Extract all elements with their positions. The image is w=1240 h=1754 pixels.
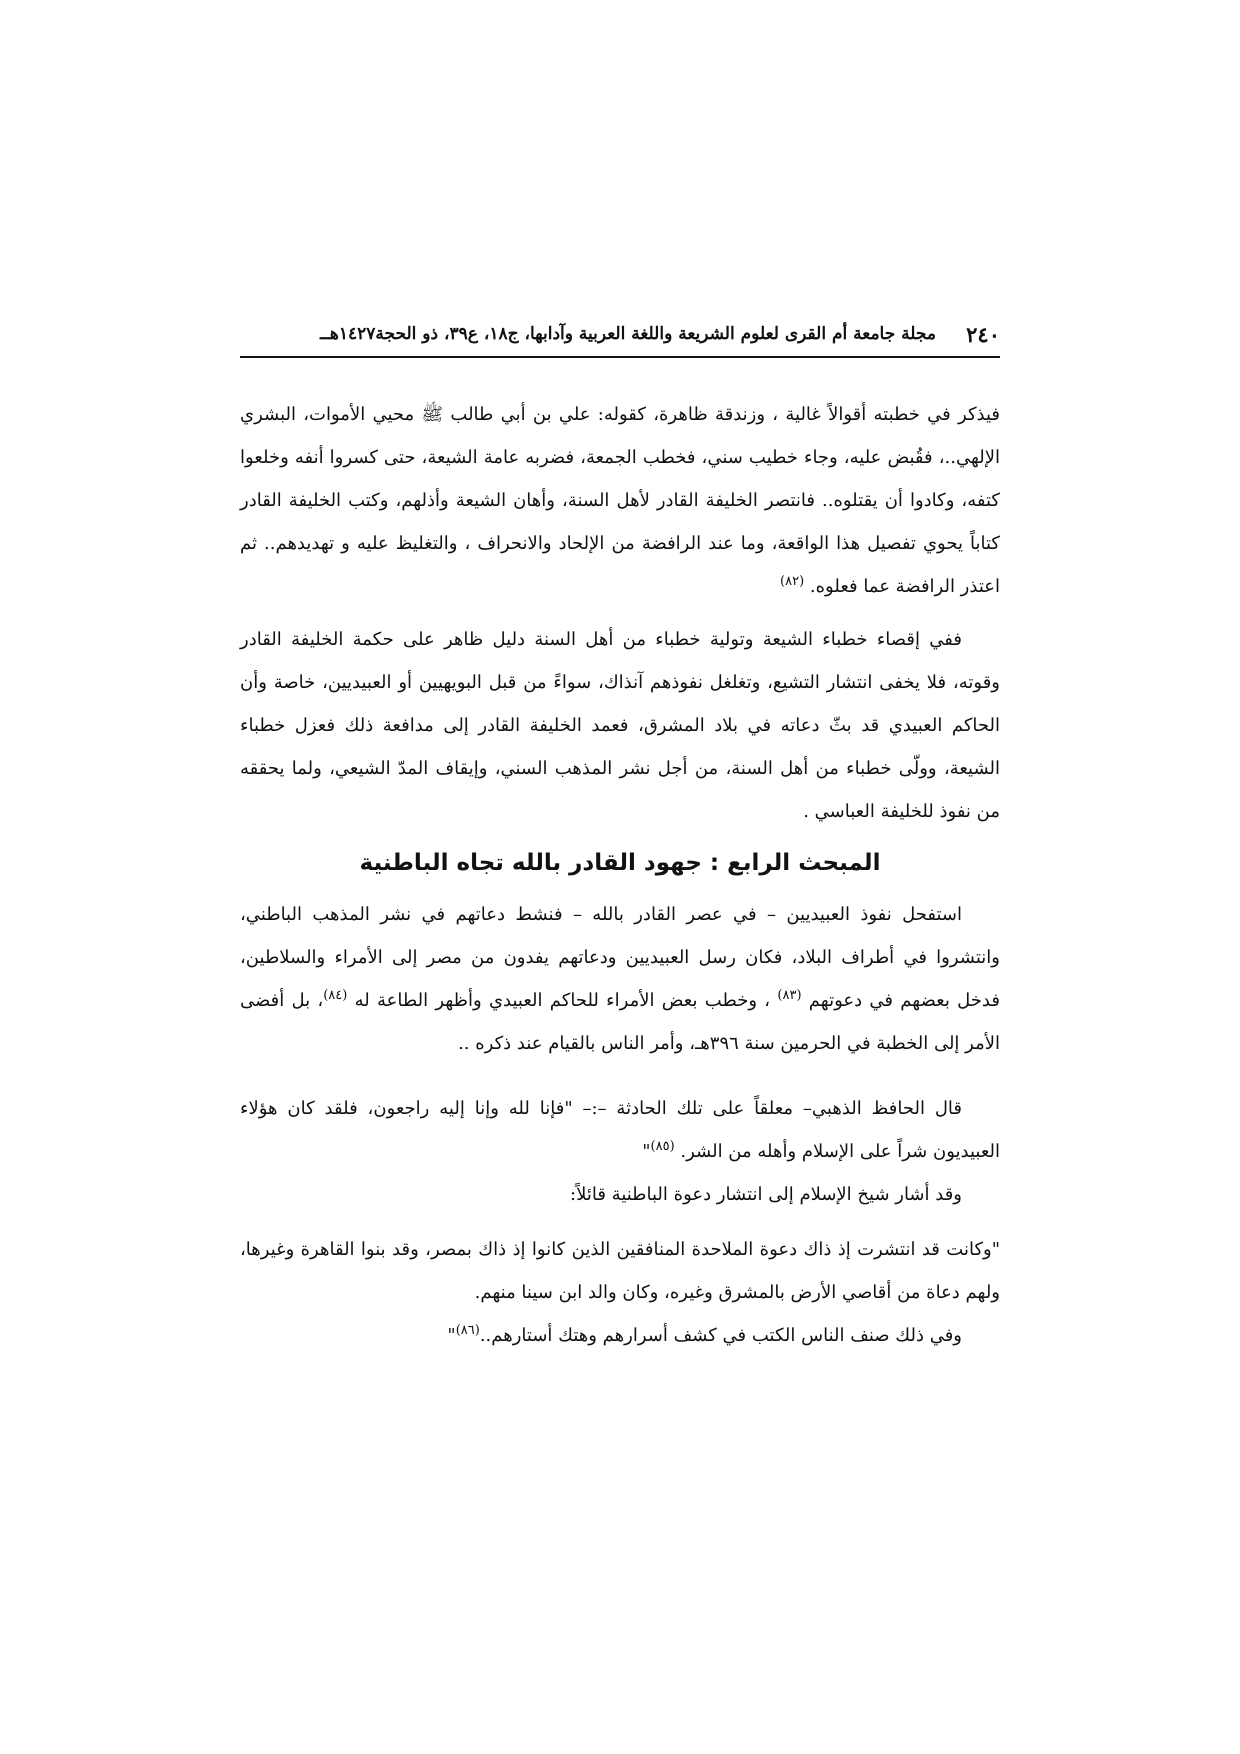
quote-end-mark: " (642, 1141, 651, 1162)
paragraph-3 (240, 893, 1000, 1065)
spacer (240, 883, 1000, 893)
journal-title: مجلة جامعة أم القرى لعلوم الشريعة واللغة العربية وآدابها، ج١٨، ع٣٩، ذو الحجة١٤٢٧هــ (319, 324, 936, 344)
paragraph-text: استفحل نفوذ العبيديين – في عصر القادر بالله – فنشط دعاتهم في نشر المذهب الباطني، وانتشروا في أطراف البلاد، فكان رسل العبيديين ودعاتهم يفدون من مصر إلى الأمراء والسلاطين، فدخل بعضهم في دعوتهم (240, 904, 1000, 1011)
paragraph-text: ، بل أفضى الأمر إلى الخطبة في الحرمين سنة ٣٩٦هـ، وأمر الناس بالقيام عند ذكره .. (240, 990, 1000, 1054)
paragraph-2: ففي إقصاء خطباء الشيعة وتولية خطباء من أهل السنة دليل ظاهر على حكمة الخليفة القادر وقوته، فلا يخفى انتشار التشيع، وتغلغل نفوذهم آنذاك، سواءً من قبل البويهيين أو العبيديين، خاصة وأن الحاكم العبيدي قد بثّ دعاته في بلاد المشرق، فعمد الخليفة القادر إلى مدافعة ذلك فعزل خطباء الشيعة، وولّى خطباء من أهل السنة، من أجل نشر المذهب السني، وإيقاف المدّ الشيعي، ولما يحققه من نفوذ للخليفة العباسي . (240, 629, 1000, 822)
spacer (240, 608, 1000, 618)
paragraph-7 (240, 1314, 1000, 1357)
running-header (240, 316, 1000, 358)
footnote-ref: (٨٣) (777, 988, 802, 1003)
paragraph-1 (240, 393, 1000, 608)
footnote-ref: (٨٢) (780, 574, 805, 589)
paragraph-4 (240, 1087, 1000, 1173)
spacer (240, 833, 1000, 843)
paragraph-text: ، وخطب بعض الأمراء للحاكم العبيدي وأظهر الطاعة له (354, 990, 771, 1011)
quote-text: قال الحافظ الذهبي– معلقاً على تلك الحادثة –:– "فإنا لله وإنا إليه راجعون، فلقد كان هؤلاء العبيديون شراً على الإسلام وأهله من الشر. (240, 1098, 1000, 1162)
footnote-ref: (٨٤) (323, 988, 348, 1003)
page-number: ٢٤٠ (966, 322, 1000, 347)
spacer (240, 1216, 1000, 1228)
section-heading: المبحث الرابع : جهود القادر بالله تجاه الباطنية (359, 850, 881, 876)
footnote-ref: (٨٥) (650, 1139, 675, 1154)
paragraph-6: "وكانت قد انتشرت إذ ذاك دعوة الملاحدة المنافقين الذين كانوا إذ ذاك بمصر، وقد بنوا القاهرة وغيرها، ولهم دعاة من أقاصي الأرض بالمشرق وغيره، وكان والد ابن سينا منهم. (240, 1239, 1000, 1303)
footnote-ref: (٨٦) (455, 1323, 480, 1338)
paragraph-text: فيذكر في خطبته أقوالاً غالية ، وزندقة ظاهرة، كقوله: علي بن أبي طالب ﷺ محيي الأموات، البشري الإلهي..، فقُبض عليه، وجاء خطيب سني، فخطب الجمعة، فضربه عامة الشيعة، حتى كسروا أنفه وخلعوا كتفه، وكادوا أن يقتلوه.. فانتصر الخليفة القادر لأهل السنة، وأهان الشيعة وأذلهم، وكتب الخليفة القادر كتاباً يحوي تفصيل هذا الواقعة، وما عند الرافضة من الإلحاد والانحراف ، والتغليظ عليه و تهديدهم.. ثم اعتذر الرافضة عما فعلوه. (240, 404, 1000, 597)
quote-end-mark: " (447, 1325, 456, 1346)
body-text (240, 393, 1000, 1357)
paragraph-5: وقد أشار شيخ الإسلام إلى انتشار دعوة الباطنية قائلاً: (570, 1184, 962, 1205)
spacer (240, 1065, 1000, 1087)
quote-text: وفي ذلك صنف الناس الكتب في كشف أسرارهم وهتك أستارهم.. (479, 1325, 962, 1346)
